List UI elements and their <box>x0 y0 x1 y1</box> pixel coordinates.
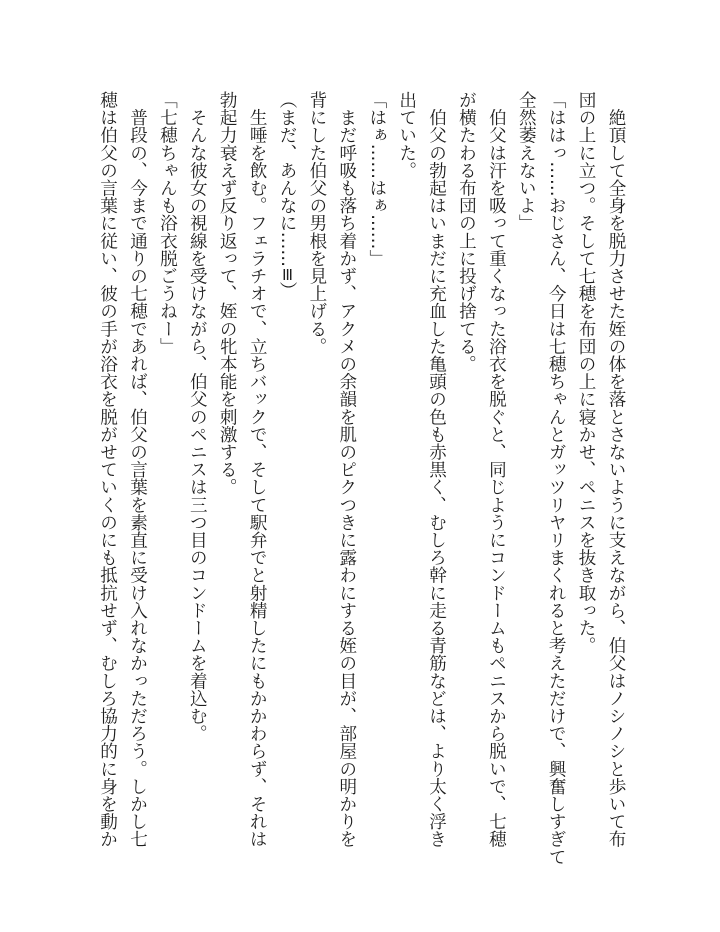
text-line: 背にした伯父の男根を見上げる。 <box>306 91 327 355</box>
text-line: が横たわる布団の上に投げ捨てる。 <box>456 91 477 373</box>
text-line: そんな彼女の視線を受けながら、伯父のペニスは三つ目のコンドームを着込む。 <box>187 91 208 743</box>
text-line: 「はぁ……はぁ……」 <box>366 91 387 267</box>
text-line: 勃起力衰えず反り返って、姪の牝本能を刺激する。 <box>217 91 238 496</box>
text-line: 伯父の勃起はいまだに充血した亀頭の色も赤黒く、むしろ幹に走る青筋などは、より太く浮き <box>426 91 447 848</box>
text-line: （まだ、あんなに……≡） <box>277 91 298 300</box>
text-line: 穂は伯父の言葉に従い、彼の手が浴衣を脱がせていくのにも抵抗せず、むしろ協力的に身を動か <box>97 91 118 848</box>
text-line: 全然萎えないよ」 <box>516 91 537 232</box>
vertical-text-body <box>92 91 630 891</box>
text-line: 普段の、今まで通りの七穂であれば、伯父の言葉を素直に受け入れなかっただろう。しかし七 <box>127 91 148 848</box>
text-line: 団の上に立つ。そして七穂を布団の上に寝かせ、ペニスを抜き取った。 <box>576 91 597 655</box>
text-line: まだ呼吸も落ち着かず、アクメの余韻を肌のピクつきに露わにする姪の目が、部屋の明かりを <box>336 91 357 848</box>
text-line: 絶頂して全身を脱力させた姪の体を落とさないように支えながら、伯父はノシノシと歩いて布 <box>606 91 626 848</box>
text-line: 出ていた。 <box>396 91 417 179</box>
text-line: 「ははっ……おじさん、今日は七穂ちゃんとガッツリヤリまくれると考えただけで、興奮しすぎて <box>546 91 567 866</box>
text-line: 「七穂ちゃんも浴衣脱ごうねー」 <box>157 91 178 355</box>
text-line: 生唾を飲む。フェラチオで、立ちバックで、そして駅弁でと射精したにもかかわらず、それは <box>247 91 268 848</box>
text-line: 伯父は汗を吸って重くなった浴衣を脱ぐと、同じようにコンドームもペニスから脱いで、七穂 <box>486 91 507 848</box>
